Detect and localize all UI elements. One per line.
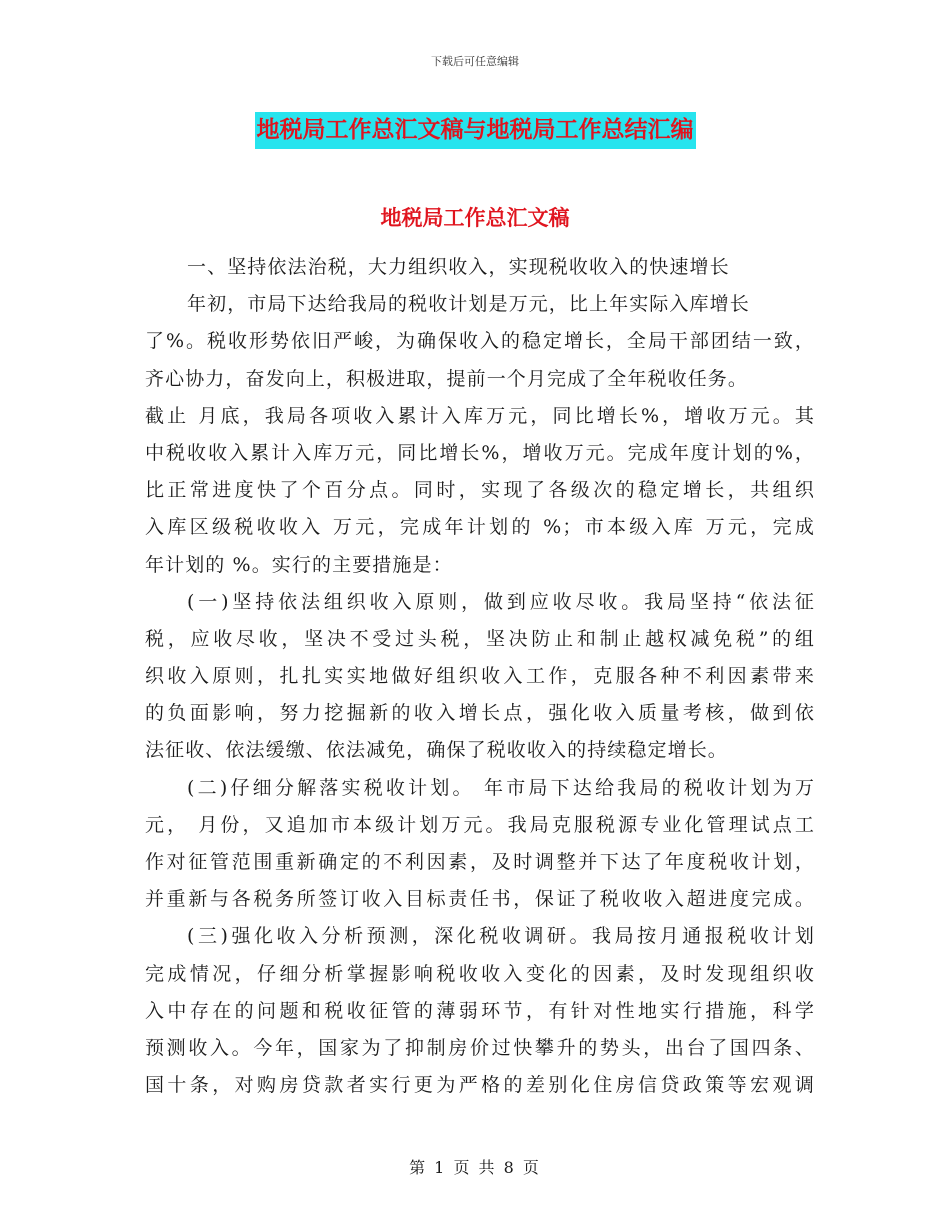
body-line: 织收入原则，扎扎实实地做好组织收入工作，克服各种不利因素带来 [145,665,815,688]
body-line: 并重新与各税务所签订收入目标责任书，保证了税收收入超进度完成。 [145,888,815,911]
body-line: 的负面影响，努力挖掘新的收入增长点，强化收入质量考核，做到依 [145,702,815,725]
body-line: 作对征管范围重新确定的不利因素，及时调整并下达了年度税收计划， [145,851,815,873]
body-line: 完成情况，仔细分析掌握影响税收收入变化的因素，及时发现组织收 [145,962,815,985]
document-body [145,249,815,1104]
body-line: (一)坚持依法组织收入原则，做到应收尽收。我局坚持“依法征 [187,590,815,613]
body-line: (二)仔细分解落实税收计划。 年市局下达给我局的税收计划为万 [187,776,815,799]
body-line: 一、坚持依法治税，大力组织收入，实现税收收入的快速增长 [187,256,730,278]
body-line: 预测收入。今年，国家为了抑制房价过快攀升的势头，出台了国四条、 [145,1036,815,1059]
body-line: 了%。税收形势依旧严峻，为确保收入的稳定增长，全局干部团结一致， [145,330,815,353]
section-title: 地税局工作总汇文稿 [380,206,570,230]
body-line: 入中存在的问题和税收征管的薄弱环节，有针对性地实行措施，科学 [145,999,815,1022]
body-line: 国十条，对购房贷款者实行更为严格的差别化住房信贷政策等宏观调 [145,1074,815,1097]
body-line: 年计划的 %。实行的主要措施是： [145,553,453,576]
main-title-wrap [0,112,950,149]
body-line: 年初，市局下达给我局的税收计划是万元，比上年实际入库增长 [187,293,750,316]
body-line: 中税收收入累计入库万元，同比增长%，增收万元。完成年度计划的%， [145,441,815,464]
body-line: 比正常进度快了个百分点。同时，实现了各级次的稳定增长，共组织 [145,479,815,502]
page-footer: 第 1 页 共 8 页 [409,1158,541,1177]
body-line: 齐心协力，奋发向上，积极进取，提前一个月完成了全年税收任务。 [145,367,749,390]
body-line: 截止 月底，我局各项收入累计入库万元，同比增长%，增收万元。其 [145,404,815,427]
body-line: 入库区级税收收入 万元，完成年计划的 %；市本级入库 万元，完成 [145,516,815,539]
document-title: 地税局工作总汇文稿与地税局工作总结汇编 [255,112,696,149]
header-note: 下载后可任意编辑 [431,55,519,68]
body-line: 元， 月份，又追加市本级计划万元。我局克服税源专业化管理试点工 [145,813,815,836]
body-line: 税，应收尽收，坚决不受过头税，坚决防止和制止越权减免税”的组 [145,627,815,650]
body-line: (三)强化收入分析预测，深化税收调研。我局按月通报税收计划 [187,925,815,948]
body-line: 法征收、依法缓缴、依法减免，确保了税收收入的持续稳定增长。 [145,739,728,762]
